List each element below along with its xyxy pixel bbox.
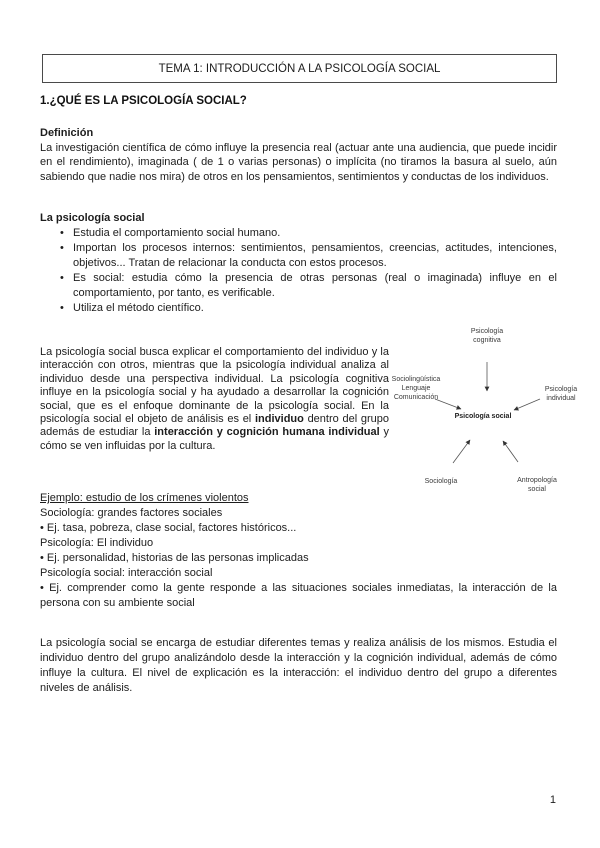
social-psychology-bullet-list [40,226,557,316]
explanation-paragraph: La psicología social busca explicar el comportamiento del individuo y la interacción con otros, mientras que la psicología individual analiza al individuo desde una perspectiva individual. La psicología cognitiva influye en la psicología social y ha ayudado a desarrollar la cognición social, que es el enfoque dominante de la psicología social. En la psicología social el objeto de análisis es el individuo dentro del grupo además de estudiar la interacción y cognición humana individual y cómo se ven influidas por la cultura. [40,346,389,452]
example-line: Psicología social: interacción social [40,567,213,579]
bullet-item: • Utiliza el método científico. [73,301,557,316]
diagram-node-psicologia-cognitiva: Psicología cognitiva [470,328,504,345]
diagram-node-sociologia: Sociología [424,478,458,485]
definition-paragraph: La investigación científica de cómo influye la presencia real (actuar ante una audiencia, que puede incidir en el rendimiento), imaginada ( de 1 o varias personas) o implícita (no tiramos la basura al suelo, aún sabiendo que nadie nos mira) de otros en los pensamientos, sentimientos y conductas de los individuos. [40,141,557,183]
example-line: • Ej. tasa, pobreza, clase social, factores históricos... [40,522,297,534]
example-block [40,491,557,611]
diagram-node-sociolinguistica: Sociolingüística Lenguaje Comunicación [391,376,441,402]
example-line: • Ej. personalidad, historias de las personas implicadas [40,552,309,564]
bullet-item: • Importan los procesos internos: sentimientos, pensamientos, creencias, actitudes, intenciones, objetivos... Tratan de relacionar la conducta con estos procesos. [73,241,557,271]
diagram-node-antropologia-social: Antropología social [517,477,557,494]
diagram-node-psicologia-individual: Psicología individual [544,386,578,403]
definition-block [40,126,557,184]
bullet-item: • Es social: estudia cómo la presencia de otras personas (real o imaginada) influye en el comportamiento, por tanto, es verificable. [73,271,557,301]
definition-heading: Definición [40,127,94,139]
social-psychology-heading: La psicología social [40,212,145,224]
section-heading: 1.¿QUÉ ES LA PSICOLOGÍA SOCIAL? [40,95,247,107]
closing-paragraph: La psicología social se encarga de estudiar diferentes temas y realiza análisis de los mismos. Estudia el individuo dentro del grupo analizándolo desde la interacción y la cognición individual, además de cómo influye la cultura. El nivel de explicación es la interacción: el individuo dentro del grupo a diferentes niveles de análisis. [40,637,557,694]
bullet-item: • Estudia el comportamiento social humano. [73,226,557,241]
title-box [42,54,557,83]
example-line: Psicología: El individuo [40,537,154,549]
example-line: • Ej. comprender como la gente responde a las situaciones sociales inmediatas, la interacción de la persona con su ambiente social [40,582,557,609]
page-number: 1 [549,794,556,806]
diagram-node-psicologia-social: Psicología social [454,413,512,420]
document-title: TEMA 1: INTRODUCCIÓN A LA PSICOLOGÍA SOCIAL [158,62,441,75]
disciplines-diagram [380,318,590,503]
example-title: Ejemplo: estudio de los crímenes violentos [40,492,249,504]
example-line: Sociología: grandes factores sociales [40,507,223,519]
social-psychology-block [40,211,557,316]
